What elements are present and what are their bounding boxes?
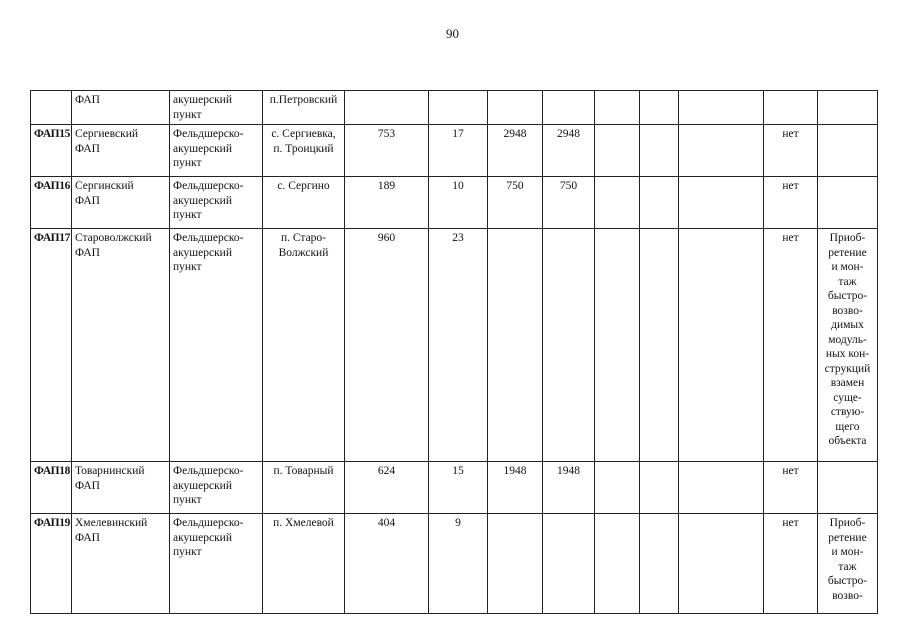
note-cell-line: ретение (828, 246, 867, 259)
staff-cell: 10 (429, 177, 488, 229)
table-row (31, 91, 878, 125)
empty-cell (595, 514, 640, 614)
empty-cell (679, 125, 764, 177)
facility-code: ФАП17 (31, 229, 72, 462)
facility-type-line: Фельдшерско- (173, 128, 244, 140)
facility-type-line: акушерский (173, 142, 232, 155)
table-row (31, 229, 878, 462)
facility-location (263, 177, 345, 229)
facility-type-line: пункт (173, 261, 202, 273)
year-cell-2: 2948 (543, 125, 595, 177)
facility-code: ФАП19 (31, 514, 72, 614)
note-cell-line: струкций (824, 362, 871, 375)
empty-cell (679, 177, 764, 229)
page-number: 90 (446, 26, 459, 41)
empty-cell (595, 125, 640, 177)
year-cell: 2948 (488, 125, 543, 177)
facility-code: ФАП16 (31, 177, 72, 229)
year-cell-2: 750 (543, 177, 595, 229)
empty-cell (640, 125, 679, 177)
note-cell (818, 229, 878, 462)
facility-type (170, 229, 263, 462)
year-cell: 750 (488, 177, 543, 229)
empty-cell (679, 462, 764, 514)
staff-cell: 17 (429, 125, 488, 177)
empty-cell (679, 91, 764, 125)
facility-name-line: ФАП (75, 246, 100, 259)
population-cell: 404 (345, 514, 429, 614)
facility-name-line: Хмелевинский (75, 517, 148, 529)
year-cell: 1948 (488, 462, 543, 514)
facility-type-line: Фельдшерско- (173, 465, 244, 477)
year-cell-2 (543, 229, 595, 462)
empty-cell (679, 229, 764, 462)
note-cell-line: возво- (832, 304, 863, 317)
note-cell-line: ствую- (830, 406, 865, 418)
availability-cell: нет (764, 125, 818, 177)
facility-type-line: акушерский (173, 531, 232, 544)
note-cell (818, 462, 878, 514)
facility-name-line: Товарнинский (75, 465, 145, 477)
year-cell (488, 91, 543, 125)
facility-type-line: акушерский (173, 94, 232, 106)
note-cell (818, 514, 878, 614)
facility-name (72, 177, 170, 229)
empty-cell (640, 91, 679, 125)
facility-name (72, 514, 170, 614)
facility-location-line: п. Хмелевой (273, 517, 334, 529)
table-row (31, 125, 878, 177)
year-cell (488, 514, 543, 614)
facility-type (170, 462, 263, 514)
facility-name-line: Сергинский (75, 180, 134, 192)
facility-location-line: Волжский (278, 246, 329, 259)
availability-cell: нет (764, 462, 818, 514)
note-cell-line: ных кон- (825, 348, 870, 360)
facility-location-line: п. Старо- (280, 232, 327, 244)
facility-type-line: Фельдшерско- (173, 517, 244, 529)
population-cell: 189 (345, 177, 429, 229)
table-row (31, 177, 878, 229)
note-cell-line: возво- (832, 589, 863, 602)
facility-location (263, 514, 345, 614)
year-cell-2 (543, 91, 595, 125)
facility-name (72, 91, 170, 125)
facility-name-line: Сергиевский (75, 128, 139, 140)
note-cell-line: модуль- (828, 333, 867, 346)
note-cell-line: щего (835, 420, 860, 433)
note-cell-line: Приоб- (829, 517, 866, 529)
facility-location (263, 229, 345, 462)
note-cell-line: димых (831, 319, 864, 331)
facility-type (170, 125, 263, 177)
facility-code: ФАП18 (31, 462, 72, 514)
facility-name (72, 229, 170, 462)
year-cell (488, 229, 543, 462)
facility-location-line: с. Сергино (277, 180, 330, 192)
empty-cell (640, 177, 679, 229)
population-cell: 753 (345, 125, 429, 177)
facility-type (170, 514, 263, 614)
note-cell-line: суще- (833, 391, 862, 404)
population-cell (345, 91, 429, 125)
facility-type-line: пункт (173, 108, 202, 121)
empty-cell (595, 462, 640, 514)
facility-type-line: пункт (173, 157, 202, 169)
facility-type-line: пункт (173, 494, 202, 506)
empty-cell (640, 514, 679, 614)
facility-name (72, 462, 170, 514)
availability-cell: нет (764, 229, 818, 462)
availability-cell (764, 91, 818, 125)
note-cell-line: Приоб- (829, 232, 866, 244)
facility-type-line: акушерский (173, 479, 232, 492)
staff-cell: 9 (429, 514, 488, 614)
empty-cell (640, 462, 679, 514)
facility-location (263, 125, 345, 177)
year-cell-2: 1948 (543, 462, 595, 514)
facility-type (170, 177, 263, 229)
staff-cell: 23 (429, 229, 488, 462)
facility-name-line: ФАП (75, 142, 100, 155)
facility-name-line: ФАП (75, 194, 100, 207)
facilities-table (30, 90, 878, 614)
empty-cell (595, 177, 640, 229)
facility-type-line: акушерский (173, 246, 232, 259)
facility-location (263, 462, 345, 514)
facility-name-line: ФАП (75, 531, 100, 544)
population-cell: 624 (345, 462, 429, 514)
note-cell-line: быстро- (827, 575, 868, 587)
availability-cell: нет (764, 514, 818, 614)
facility-location-line: п. Троицкий (273, 142, 334, 155)
note-cell-line: и мон- (831, 546, 864, 558)
note-cell (818, 125, 878, 177)
facility-code: ФАП15 (31, 125, 72, 177)
table-row (31, 514, 878, 614)
availability-cell: нет (764, 177, 818, 229)
facility-type-line: Фельдшерско- (173, 180, 244, 192)
facility-name-line: Староволжский (75, 232, 152, 244)
note-cell (818, 177, 878, 229)
facility-type-line: акушерский (173, 194, 232, 207)
facility-location-line: п.Петровский (269, 94, 338, 106)
facility-type-line: пункт (173, 209, 202, 221)
facility-code (31, 91, 72, 125)
staff-cell: 15 (429, 462, 488, 514)
facility-name-line: ФАП (75, 94, 100, 106)
facility-type (170, 91, 263, 125)
empty-cell (595, 229, 640, 462)
note-cell (818, 91, 878, 125)
facility-location (263, 91, 345, 125)
empty-cell (595, 91, 640, 125)
population-cell: 960 (345, 229, 429, 462)
note-cell-line: и мон- (831, 261, 864, 273)
note-cell-line: взамен (830, 377, 865, 389)
facility-name-line: ФАП (75, 479, 100, 492)
facility-type-line: пункт (173, 546, 202, 558)
year-cell-2 (543, 514, 595, 614)
table-row (31, 462, 878, 514)
facility-name (72, 125, 170, 177)
facility-type-line: Фельдшерско- (173, 232, 244, 244)
facility-location-line: с. Сергиевка, (271, 128, 336, 140)
note-cell-line: объекта (828, 435, 867, 447)
staff-cell (429, 91, 488, 125)
note-cell-line: быстро- (827, 290, 868, 302)
note-cell-line: таж (838, 560, 857, 573)
empty-cell (640, 229, 679, 462)
note-cell-line: таж (838, 275, 857, 288)
note-cell-line: ретение (828, 531, 867, 544)
facility-location-line: п. Товарный (273, 465, 334, 477)
empty-cell (679, 514, 764, 614)
